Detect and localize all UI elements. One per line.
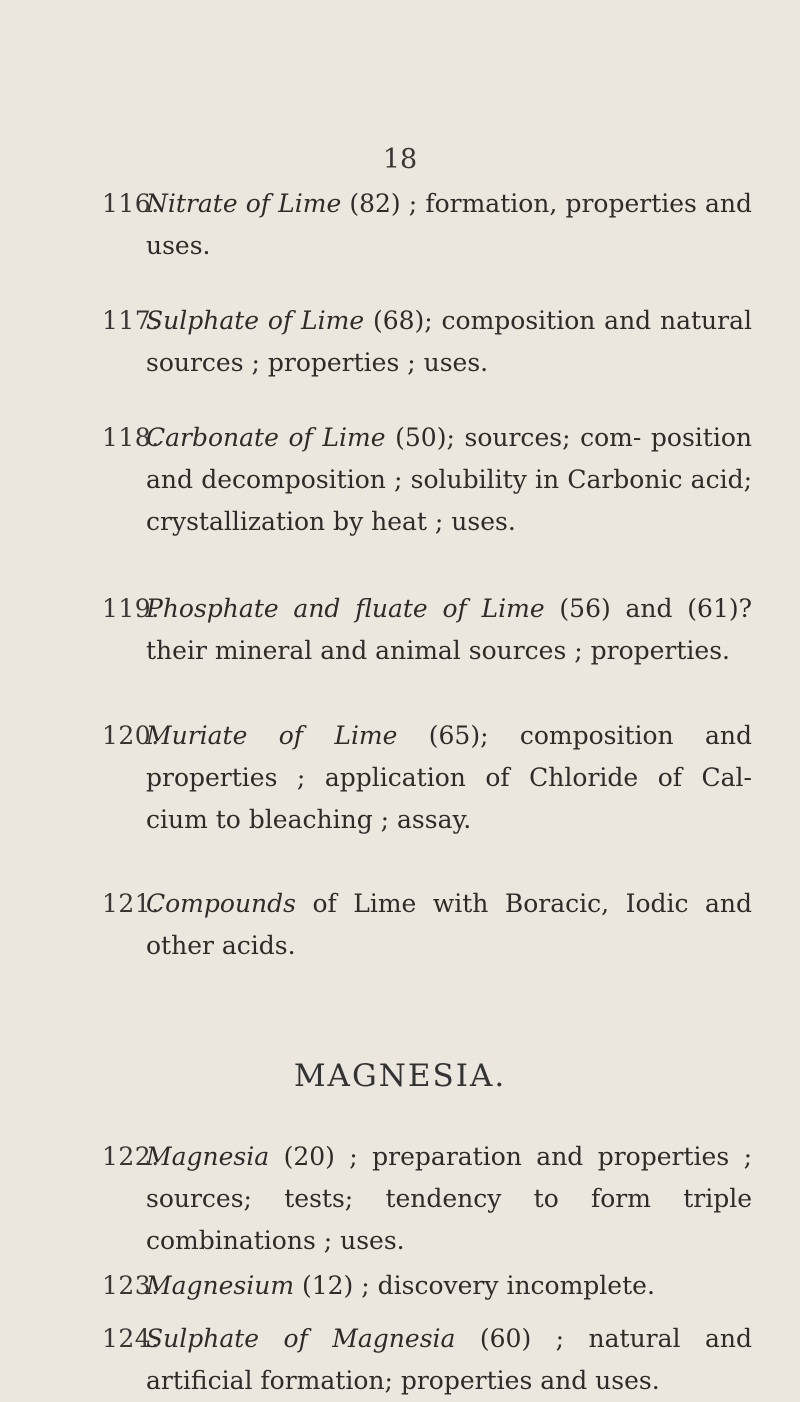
entry-heading: Magnesia bbox=[146, 1142, 270, 1171]
entry-121 bbox=[102, 883, 752, 967]
entry-text: (20) ; preparation and properties ; sources; tests; tendency to form triple combinations ; uses. bbox=[146, 1142, 752, 1255]
entry-heading: Phosphate and fluate of Lime bbox=[146, 594, 545, 623]
entry-text: (60) ; natural and artificial formation; properties and uses. bbox=[146, 1324, 752, 1395]
entry-heading: Sulphate of Magnesia bbox=[146, 1324, 456, 1353]
page-number: 18 bbox=[382, 144, 418, 175]
entry-heading: Sulphate of Lime bbox=[146, 306, 365, 335]
entry-text: of Lime with Boracic, Iodic and other acids. bbox=[146, 889, 752, 960]
entry-122 bbox=[102, 1136, 752, 1262]
entry-123 bbox=[102, 1265, 752, 1307]
entry-118 bbox=[102, 417, 752, 543]
entry-120 bbox=[102, 715, 752, 841]
entry-116 bbox=[102, 183, 752, 267]
entry-text: (68); composition and natural sources ; properties ; uses. bbox=[146, 306, 752, 377]
entry-text: (12) ; discovery incomplete. bbox=[294, 1271, 655, 1300]
entry-heading: Compounds bbox=[146, 889, 296, 918]
entry-heading: Magnesium bbox=[146, 1271, 295, 1300]
entry-text: (50); sources; com- position and decomposition ; solubility in Carbonic acid; crystallization by heat ; uses. bbox=[146, 423, 752, 536]
entry-number: 124. bbox=[102, 1324, 160, 1353]
section-heading: MAGNESIA. bbox=[293, 1058, 507, 1094]
entry-number: 122. bbox=[102, 1142, 160, 1171]
entry-number: 116. bbox=[102, 189, 160, 218]
entry-text: (82) ; formation, properties and uses. bbox=[146, 189, 752, 260]
entry-119 bbox=[102, 588, 752, 672]
entry-text: (56) and (61)? their mineral and animal sources ; properties. bbox=[146, 594, 753, 665]
entry-number: 119. bbox=[102, 594, 160, 623]
entry-heading: Nitrate of Lime bbox=[146, 189, 342, 218]
entry-124 bbox=[102, 1318, 752, 1402]
entry-heading: Muriate of Lime bbox=[146, 721, 398, 750]
entry-117 bbox=[102, 300, 752, 384]
entry-number: 123. bbox=[102, 1271, 160, 1300]
entry-heading: Carbonate of Lime bbox=[146, 423, 386, 452]
entry-number: 118. bbox=[102, 423, 160, 452]
entry-number: 120. bbox=[102, 721, 160, 750]
entry-text: (65); composition and properties ; application of Chloride of Cal- cium to bleaching ; assay. bbox=[146, 721, 752, 834]
entry-number: 117. bbox=[102, 306, 160, 335]
entry-number: 121. bbox=[102, 889, 160, 918]
